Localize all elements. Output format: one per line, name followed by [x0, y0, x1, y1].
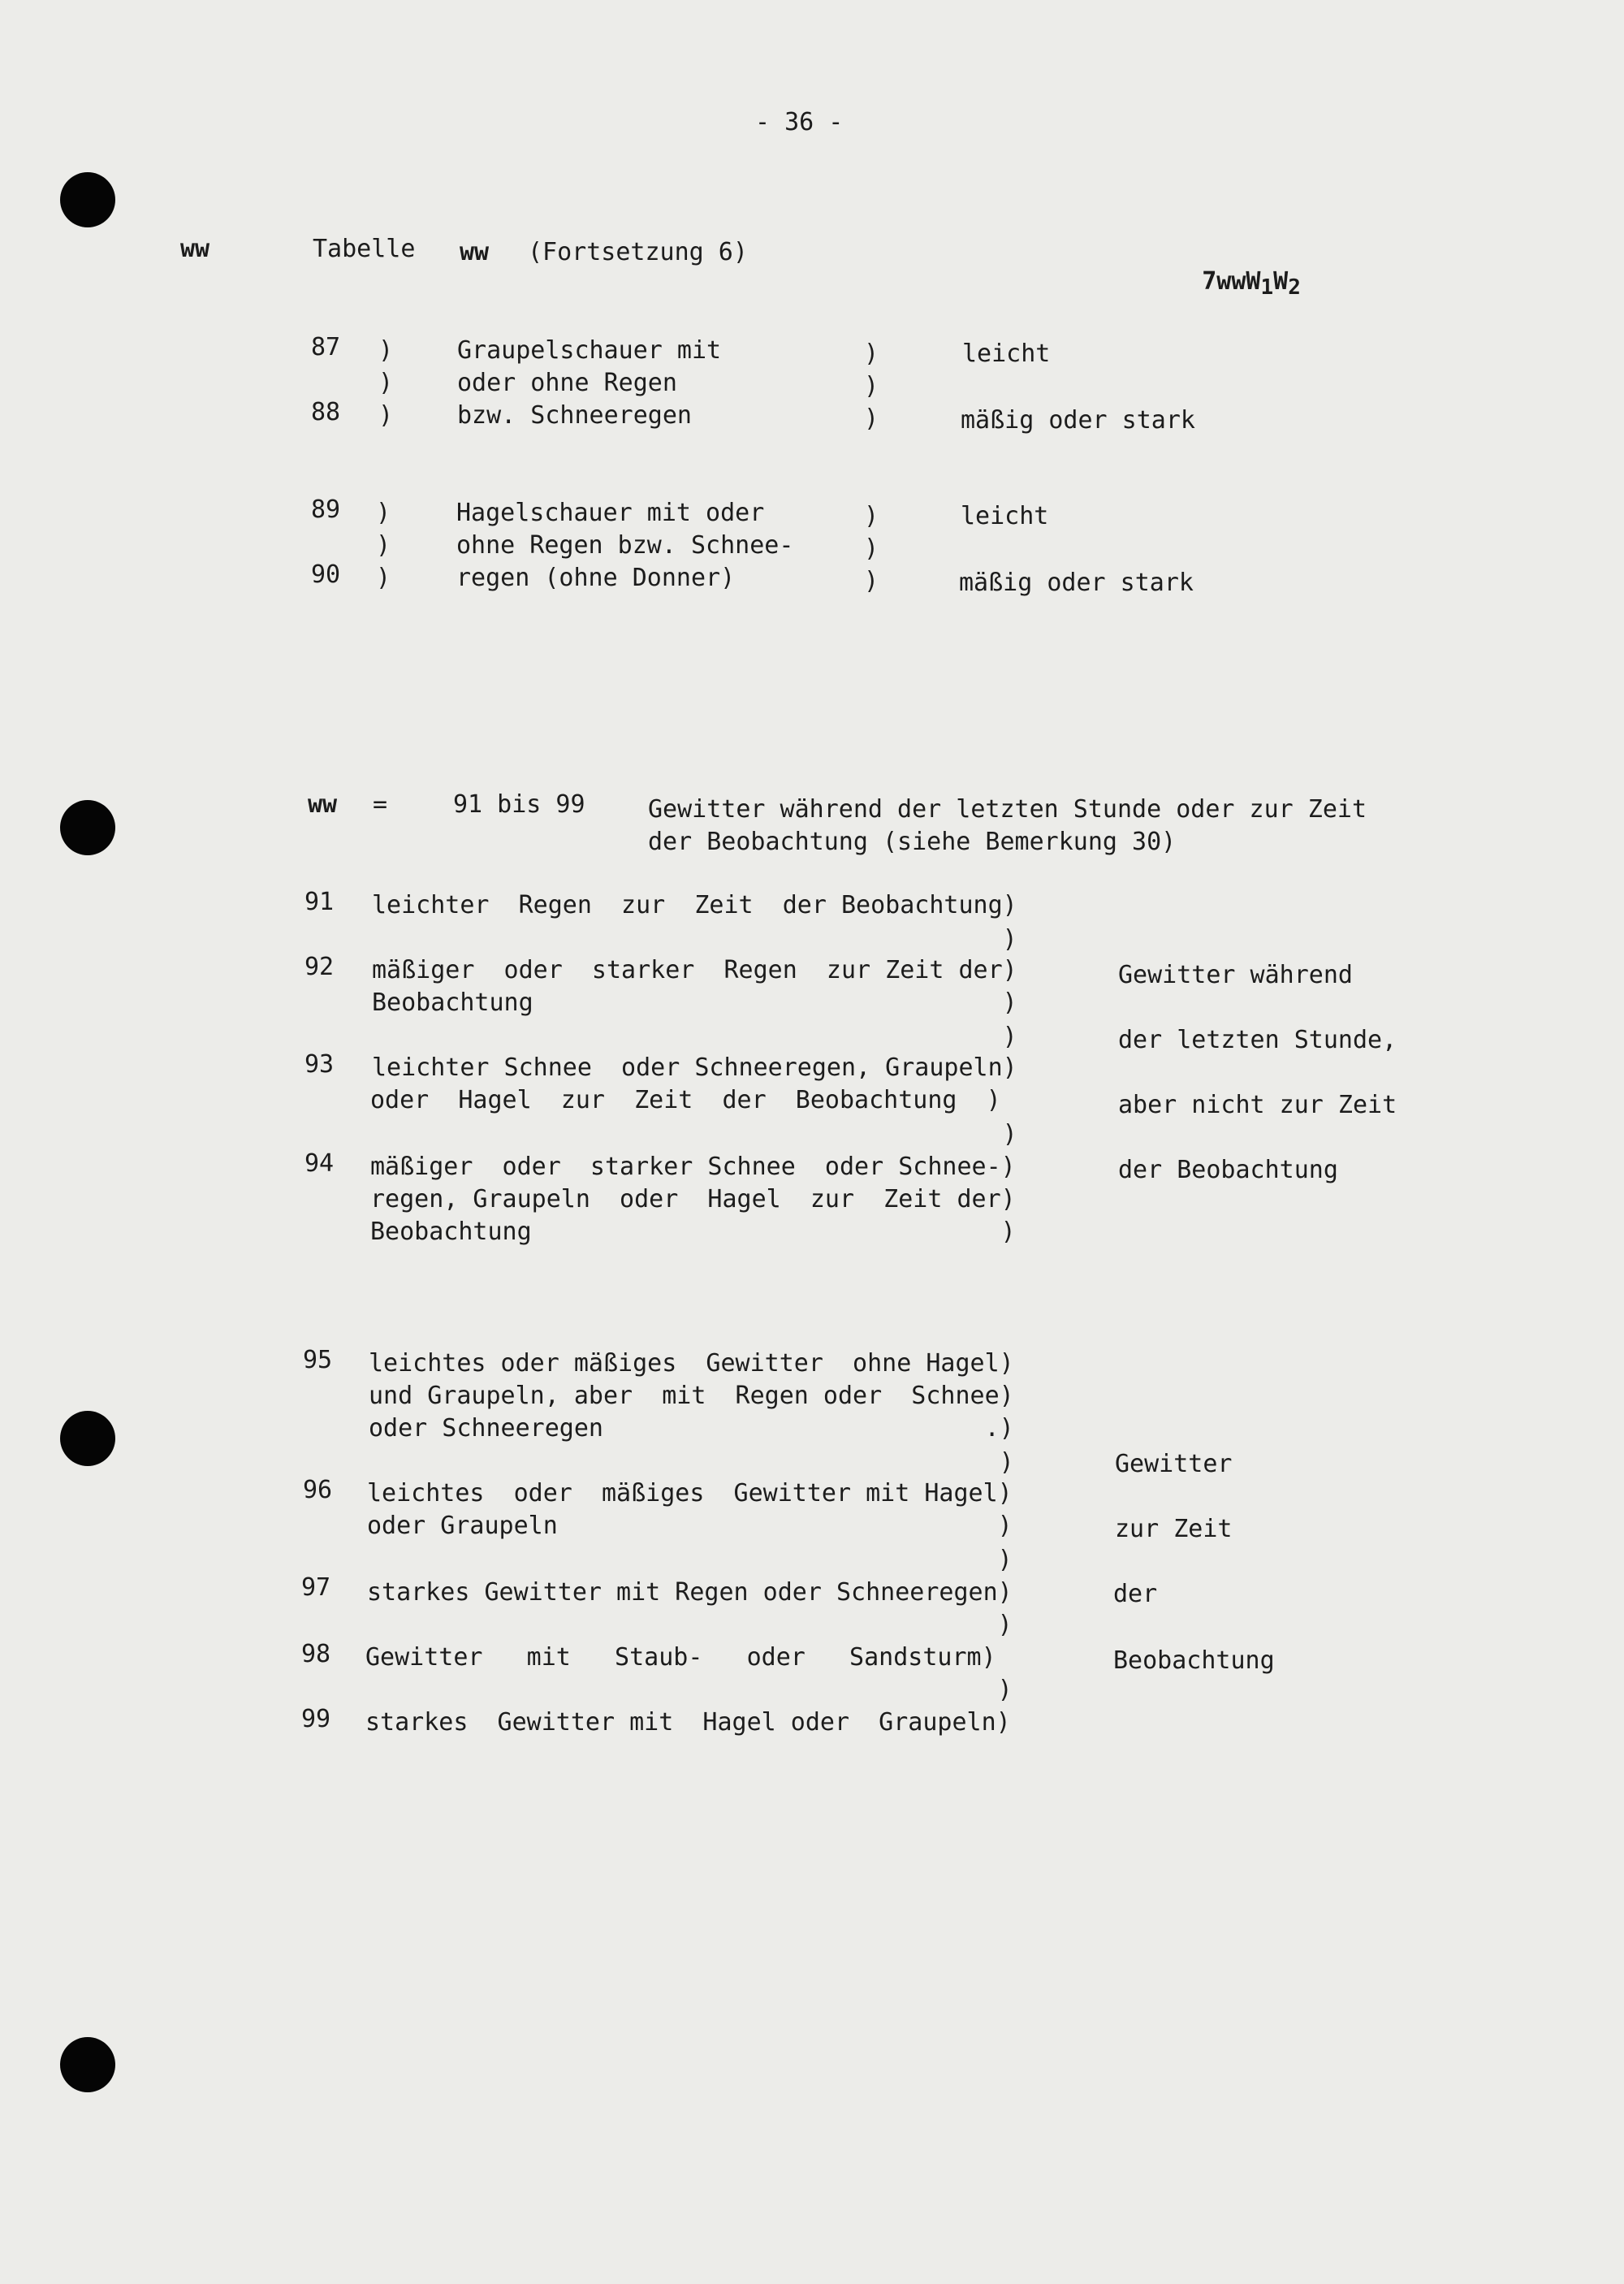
- punch-hole: [60, 172, 115, 227]
- section-label: ww: [308, 790, 338, 819]
- description-text: oder ohne Regen: [457, 369, 677, 397]
- description-text: oder Hagel zur Zeit der Beobachtung ): [370, 1086, 1001, 1114]
- bracket: ): [864, 567, 879, 595]
- equals-sign: =: [373, 790, 388, 819]
- description-text: regen, Graupeln oder Hagel zur Zeit der): [370, 1185, 1016, 1213]
- description-text: Graupelschauer mit: [457, 336, 722, 365]
- bracket: ): [376, 531, 391, 560]
- group-code: [1143, 245, 1301, 318]
- table-title-code: ww: [460, 238, 490, 266]
- description-text: oder Graupeln ): [367, 1512, 1013, 1540]
- description-text: Hagelschauer mit oder: [456, 499, 765, 527]
- code-number: 92: [304, 953, 335, 981]
- intensity-label: leicht: [961, 502, 1049, 530]
- code-number: 96: [303, 1476, 333, 1504]
- code-number: 99: [301, 1705, 331, 1733]
- bracket: ): [378, 336, 394, 365]
- code-number: 91: [304, 888, 335, 916]
- description-text: leichter Regen zur Zeit der Beobachtung): [372, 891, 1017, 919]
- description-text: Beobachtung ): [370, 1218, 1016, 1246]
- description-text: starkes Gewitter mit Regen oder Schneeregen): [367, 1578, 1013, 1607]
- description-text: starkes Gewitter mit Hagel oder Graupeln): [365, 1708, 1011, 1737]
- table-title-prefix: Tabelle: [313, 235, 416, 263]
- code-number: 93: [304, 1050, 335, 1079]
- bracket: ): [864, 340, 879, 368]
- bracket: ): [864, 404, 879, 433]
- description-text: Gewitter mit Staub- oder Sandsturm): [365, 1643, 996, 1672]
- description-text: ): [372, 1023, 1017, 1051]
- page-number: - 36 -: [755, 108, 844, 136]
- side-note: Gewitter während: [1118, 961, 1353, 989]
- side-note: aber nicht zur Zeit: [1118, 1091, 1397, 1119]
- group-code-sub1: 1: [1260, 275, 1274, 300]
- intensity-label: mäßig oder stark: [959, 569, 1194, 597]
- description-text: ): [367, 1611, 1013, 1639]
- description-text: und Graupeln, aber mit Regen oder Schnee): [369, 1382, 1014, 1410]
- header-left-code: ww: [180, 235, 210, 263]
- side-note: der Beobachtung: [1118, 1156, 1338, 1184]
- bracket: ): [864, 502, 879, 530]
- bracket: ): [378, 401, 394, 430]
- description-text: leichtes oder mäßiges Gewitter ohne Hagel): [369, 1349, 1014, 1378]
- description-text: ): [367, 1676, 1013, 1704]
- description-text: ): [372, 925, 1017, 954]
- code-number: 88: [311, 398, 341, 426]
- bracket: ): [376, 499, 391, 527]
- bracket: ): [376, 564, 391, 592]
- bracket: ): [378, 369, 394, 397]
- code-number: 98: [301, 1640, 331, 1668]
- side-note: zur Zeit: [1115, 1515, 1233, 1543]
- code-number: 95: [303, 1346, 333, 1374]
- description-text: ): [367, 1546, 1013, 1574]
- description-text: leichtes oder mäßiges Gewitter mit Hagel): [367, 1479, 1013, 1508]
- group-code-w2: W: [1273, 267, 1289, 296]
- bracket: ): [864, 534, 879, 563]
- description-text: oder Schneeregen .): [369, 1414, 1014, 1443]
- code-number: 94: [304, 1149, 335, 1178]
- punch-hole: [60, 800, 115, 855]
- side-note: Beobachtung: [1113, 1646, 1275, 1675]
- section-description: der Beobachtung (siehe Bemerkung 30): [648, 828, 1177, 856]
- punch-hole: [60, 1411, 115, 1466]
- description-text: mäßiger oder starker Schnee oder Schnee-): [370, 1153, 1016, 1181]
- code-number: 97: [301, 1573, 331, 1602]
- side-note: der: [1113, 1580, 1158, 1608]
- intensity-label: mäßig oder stark: [961, 406, 1195, 435]
- group-code-main: 7wwW: [1202, 267, 1261, 296]
- description-text: Beobachtung ): [372, 988, 1017, 1017]
- group-code-sub2: 2: [1288, 275, 1301, 300]
- table-title-suffix: (Fortsetzung 6): [528, 238, 748, 266]
- bracket: ): [864, 372, 879, 400]
- description-text: mäßiger oder starker Regen zur Zeit der): [372, 956, 1017, 984]
- intensity-label: leicht: [962, 340, 1051, 368]
- code-number: 89: [311, 495, 341, 524]
- code-range: 91 bis 99: [453, 790, 585, 819]
- description-text: ohne Regen bzw. Schnee-: [456, 531, 794, 560]
- code-number: 90: [311, 560, 341, 589]
- code-number: 87: [311, 333, 341, 361]
- description-text: bzw. Schneeregen: [457, 401, 692, 430]
- description-text: ): [372, 1120, 1017, 1148]
- description-text: leichter Schnee oder Schneeregen, Graupeln): [372, 1053, 1017, 1082]
- description-text: ): [369, 1448, 1014, 1477]
- section-description: Gewitter während der letzten Stunde oder zur Zeit: [648, 795, 1367, 824]
- side-note: Gewitter: [1115, 1450, 1233, 1478]
- side-note: der letzten Stunde,: [1118, 1026, 1397, 1054]
- description-text: regen (ohne Donner): [456, 564, 736, 592]
- punch-hole: [60, 2037, 115, 2092]
